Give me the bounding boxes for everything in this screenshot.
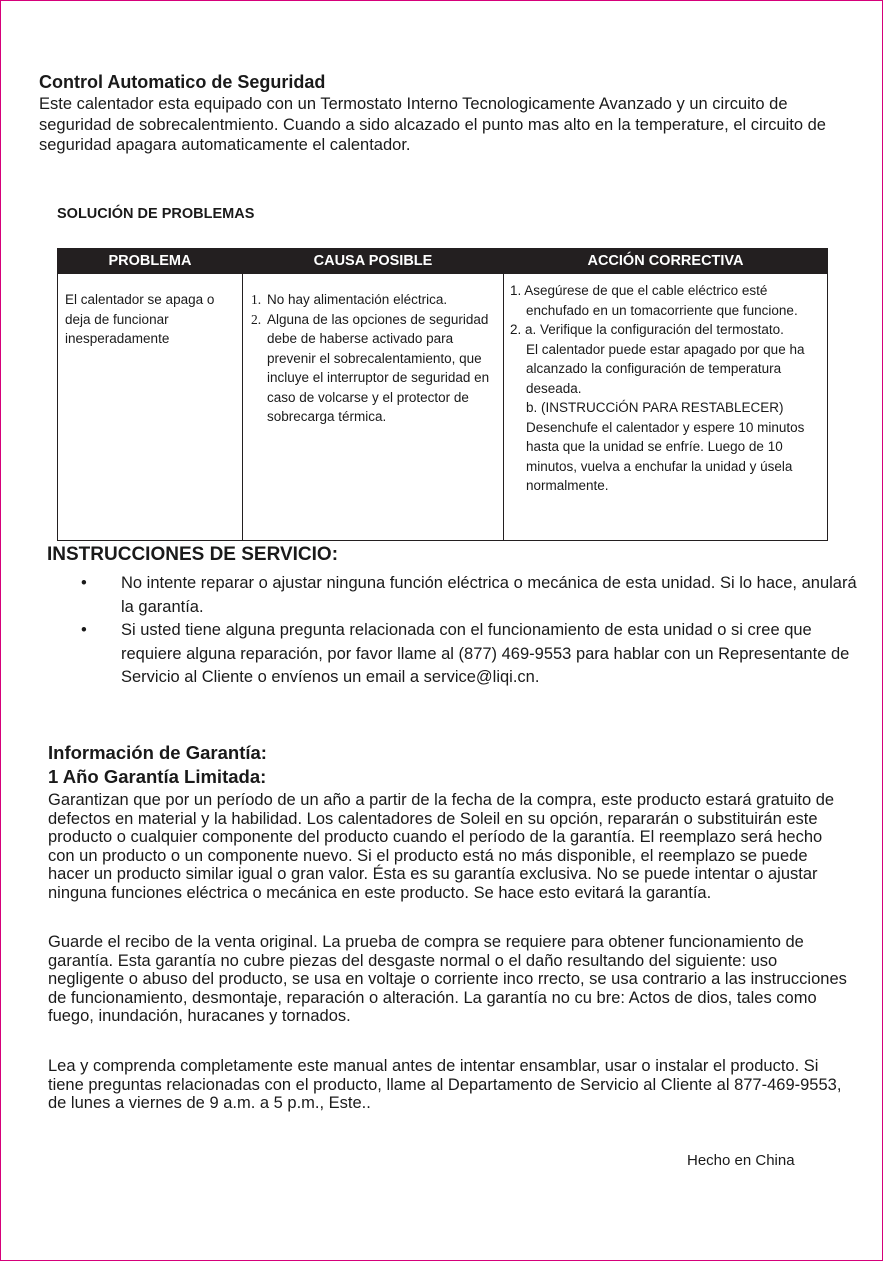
service-title: INSTRUCCIONES DE SERVICIO: [47, 544, 339, 565]
service-item-text: Si usted tiene alguna pregunta relacionada con el funcionamiento de esta unidad o si cree que requiere alguna reparación, por favor llame al (877) 469-9553 para hablar con un Representante de Servicio al Cliente o envíenos un email a service@liqi.cn. [121, 621, 850, 686]
action-line: b. (INSTRUCCiÓN PARA RESTABLECER) [526, 400, 784, 415]
warranty-subtitle: 1 Año Garantía Limitada: [48, 766, 267, 787]
header-action: ACCIÓN CORRECTIVA [504, 249, 828, 274]
action-line: 1. Asegúrese de que el cable eléctrico esté [510, 283, 768, 298]
warranty-title: Información de Garantía: [48, 742, 267, 763]
problem-cell [58, 274, 243, 541]
warranty-paragraph: Lea y comprenda completamente este manual antes de intentar ensamblar, usar o instalar el producto. Si tiene preguntas relacionadas con el producto, llame al Departamento de Servicio al Cliente al 877-469-9553, de lunes a viernes de 9 a.m. a 5 p.m., Este.. [48, 1057, 842, 1112]
list-item [81, 619, 861, 690]
warranty-paragraph: Garantizan que por un período de un año a partir de la fecha de la compra, este producto estará gratuito de defectos en material y la habilidad. Los calentadores de Soleil en su opción, repararán o substituirán este producto o cualquier componente del producto cuando el período de la garantía. El reemplazo será hecho con un producto o un componente nuevo. Si el producto está no más disponible, el reemplazo se puede hacer un producto similar igual o gran valor. Ésta es su garantía exclusiva. No se puede intentar o ajustar ninguna funciones eléctrica o mecánica en este producto. Se hace esto evitará la garantía. [48, 791, 835, 902]
header-cause: CAUSA POSIBLE [243, 249, 504, 274]
cause-number: 1. [251, 292, 262, 307]
action-line: Desenchufe el calentador y espere 10 minutos hasta que la unidad se enfríe. Luego de 10 minutos, vuelva a enchufar la unidad y úsela normalmente. [526, 419, 805, 493]
cause-number: 2. [251, 311, 262, 327]
action-line: enchufado en un tomacorriente que funcione. [526, 302, 798, 318]
list-item [81, 572, 861, 619]
action-item-1 [510, 281, 823, 320]
safety-section-body: Este calentador esta equipado con un Termostato Interno Tecnologicamente Avanzado y un circuito de seguridad de sobrecalentmiento. Cuando a sido alcazado el punto mas alto en la temperature, el circuito de seguridad apagara automaticamente el calentador. [39, 95, 826, 154]
cause-text: No hay alimentación eléctrica. [267, 292, 448, 307]
action-cell [504, 274, 828, 541]
troubleshooting-table [57, 248, 828, 541]
table-row [58, 274, 828, 541]
cause-item [251, 290, 497, 310]
action-line: El calentador puede estar apagado por que ha alcanzado la configuración de temperatura deseada. [526, 341, 805, 396]
action-item-2b [510, 398, 823, 496]
safety-section-title: Control Automatico de Seguridad [39, 72, 326, 92]
warranty-paragraph: Guarde el recibo de la venta original. La prueba de compra se requiere para obtener funcionamiento de garantía. Esta garantía no cubre piezas del desgaste normal o el daño resultando del siguiente: uso negligente o abuso del producto, se usa en voltaje o corriente inco rrecto, se usa contrario a las instrucciones de funcionamiento, desmontaje, reparación o alteración. La garantía no cu bre: Actos de dios, tales como fuego, inundación, huracanes y tornados. [48, 933, 847, 1025]
cause-text: Alguna de las opciones de seguridad debe de haberse activado para prevenir el sobrecalentamiento, que incluye el interruptor de seguridad en caso de volcarse y el protector de sobrecarga térmica. [267, 311, 490, 424]
bullet-icon: • [81, 621, 87, 639]
header-problem: PROBLEMA [58, 249, 243, 274]
bullet-icon: • [81, 574, 87, 592]
made-in-label: Hecho en China [687, 1152, 795, 1169]
service-list [81, 572, 861, 690]
problem-text: El calentador se apaga o deja de funcionar inesperadamente [65, 292, 215, 346]
troubleshooting-title: SOLUCIÓN DE PROBLEMAS [57, 206, 255, 222]
action-item-2a [510, 320, 823, 398]
cause-item [251, 310, 497, 427]
service-item-text: No intente reparar o ajustar ninguna función eléctrica o mecánica de esta unidad. Si lo hace, anulará la garantía. [121, 574, 857, 616]
cause-cell [243, 274, 504, 541]
action-line: 2. a. Verifique la configuración del termostato. [510, 322, 784, 337]
table-header-row [58, 249, 828, 274]
